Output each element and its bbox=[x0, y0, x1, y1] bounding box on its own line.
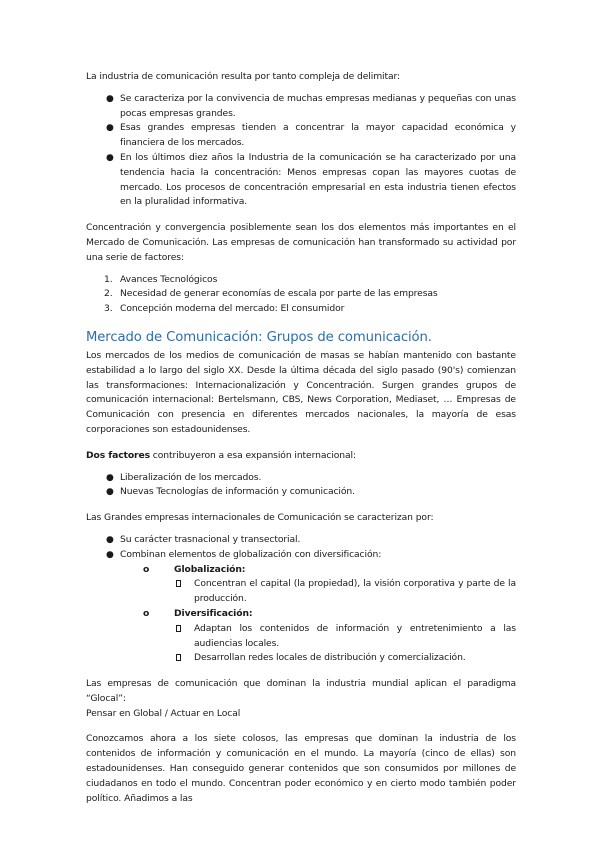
bullet-icon: ● bbox=[106, 487, 114, 498]
bullet-icon: ● bbox=[106, 534, 114, 545]
concentration-paragraph: Concentración y convergencia posiblemente sean los dos elementos más importantes en el Mercado de Comunicación. Las empresas de comunicación han transformado su actividad por una serie de factores: bbox=[86, 222, 516, 263]
list-item: ● Su carácter trasnacional y transectorial. bbox=[86, 533, 516, 548]
list-item: 3. Concepción moderna del mercado: El consumidor bbox=[104, 303, 345, 315]
factors-numbered-list bbox=[86, 273, 516, 317]
glocal-paragraph: Las empresas de comunicación que dominan la industria mundial aplican el paradigma “Glocal”: Pensar en Global / Actuar en Local bbox=[86, 678, 516, 719]
document-page bbox=[86, 70, 516, 806]
bullet-icon: ● bbox=[106, 549, 114, 560]
diversificacion-heading: o Diversificación: bbox=[86, 607, 516, 622]
square-bullet-icon bbox=[176, 654, 181, 661]
square-bullet-icon bbox=[176, 580, 181, 587]
two-factors-line: Dos factores contribuyeron a esa expansión internacional: bbox=[86, 449, 356, 461]
colossi-paragraph: Conozcamos ahora a los siete colosos, las empresas que dominan la industria de los contenidos de información y comunicación en el mundo. La mayoría (cinco de ellas) son estadounidenses. Han conseguido generar contenidos que son consumidos por millones de ciudadanos en todo el mundo. Concentran poder económico y en cierto modo también poder político. Añadimos a las bbox=[86, 733, 516, 804]
bullet-icon: ● bbox=[106, 93, 114, 104]
intro-text: La industria de comunicación resulta por tanto compleja de delimitar: bbox=[86, 71, 401, 82]
big-companies-intro: Las Grandes empresas internacionales de Comunicación se caracterizan por: bbox=[86, 512, 434, 524]
list-item: ● Liberalización de los mercados. bbox=[86, 471, 516, 486]
globalizacion-heading: o Globalización: bbox=[86, 563, 516, 578]
list-item: ● Se caracteriza por la convivencia de muchas empresas medianas y pequeñas con unas pocas empresas grandes. bbox=[106, 92, 516, 119]
circle-bullet-icon: o bbox=[143, 563, 150, 575]
markets-paragraph: Los mercados de los medios de comunicación de masas se habían mantenido con bastante estabilidad a lo largo del siglo XX. Desde la última década del siglo pasado (90's) comienzan las transformaciones: Internacionalización y Concentración. Surgen grandes grupos de comunicación internacional: Bertelsmann, CBS, News Corporation, Mediaset, … Empresas de Comunicación con presencia en diferentes mercados nacionales, la mayoría de esas corporaciones son estadounidenses. bbox=[86, 349, 516, 435]
list-item: 2. Necesidad de generar economías de escala por parte de las empresas bbox=[104, 288, 438, 300]
section-heading: Mercado de Comunicación: Grupos de comunicación. bbox=[86, 329, 432, 345]
list-item: ● Nuevas Tecnologías de información y comunicación. bbox=[86, 485, 516, 500]
list-item: Desarrollan redes locales de distribución y comercialización. bbox=[86, 651, 516, 666]
bullet-icon: ● bbox=[106, 123, 114, 134]
bullet-icon: ● bbox=[106, 152, 114, 163]
list-item: ● Esas grandes empresas tienden a concentrar la mayor capacidad económica y financiera de los mercados. bbox=[106, 122, 516, 149]
list-item: Concentran el capital (la propiedad), la visión corporativa y parte de la producción. bbox=[86, 577, 516, 607]
two-factors-list bbox=[86, 471, 516, 501]
big-companies-list bbox=[86, 533, 516, 666]
list-item: Adaptan los contenidos de información y entretenimiento a las audiencias locales. bbox=[86, 622, 516, 652]
list-item: 1. Avances Tecnológicos bbox=[104, 273, 218, 285]
circle-bullet-icon: o bbox=[143, 607, 150, 619]
intro-bullet-list bbox=[86, 92, 516, 210]
list-item: ● Combinan elementos de globalización con diversificación: bbox=[86, 548, 516, 563]
list-item: ● En los últimos diez años la Industria de la comunicación se ha caracterizado por una tendencia hacia la concentración: Menos empresas copan las mayores cuotas de mercado. Los procesos de concentración empresarial en esta industria tienen efectos en la pluralidad informativa. bbox=[106, 151, 516, 208]
bullet-icon: ● bbox=[106, 472, 114, 483]
square-bullet-icon bbox=[176, 625, 181, 632]
